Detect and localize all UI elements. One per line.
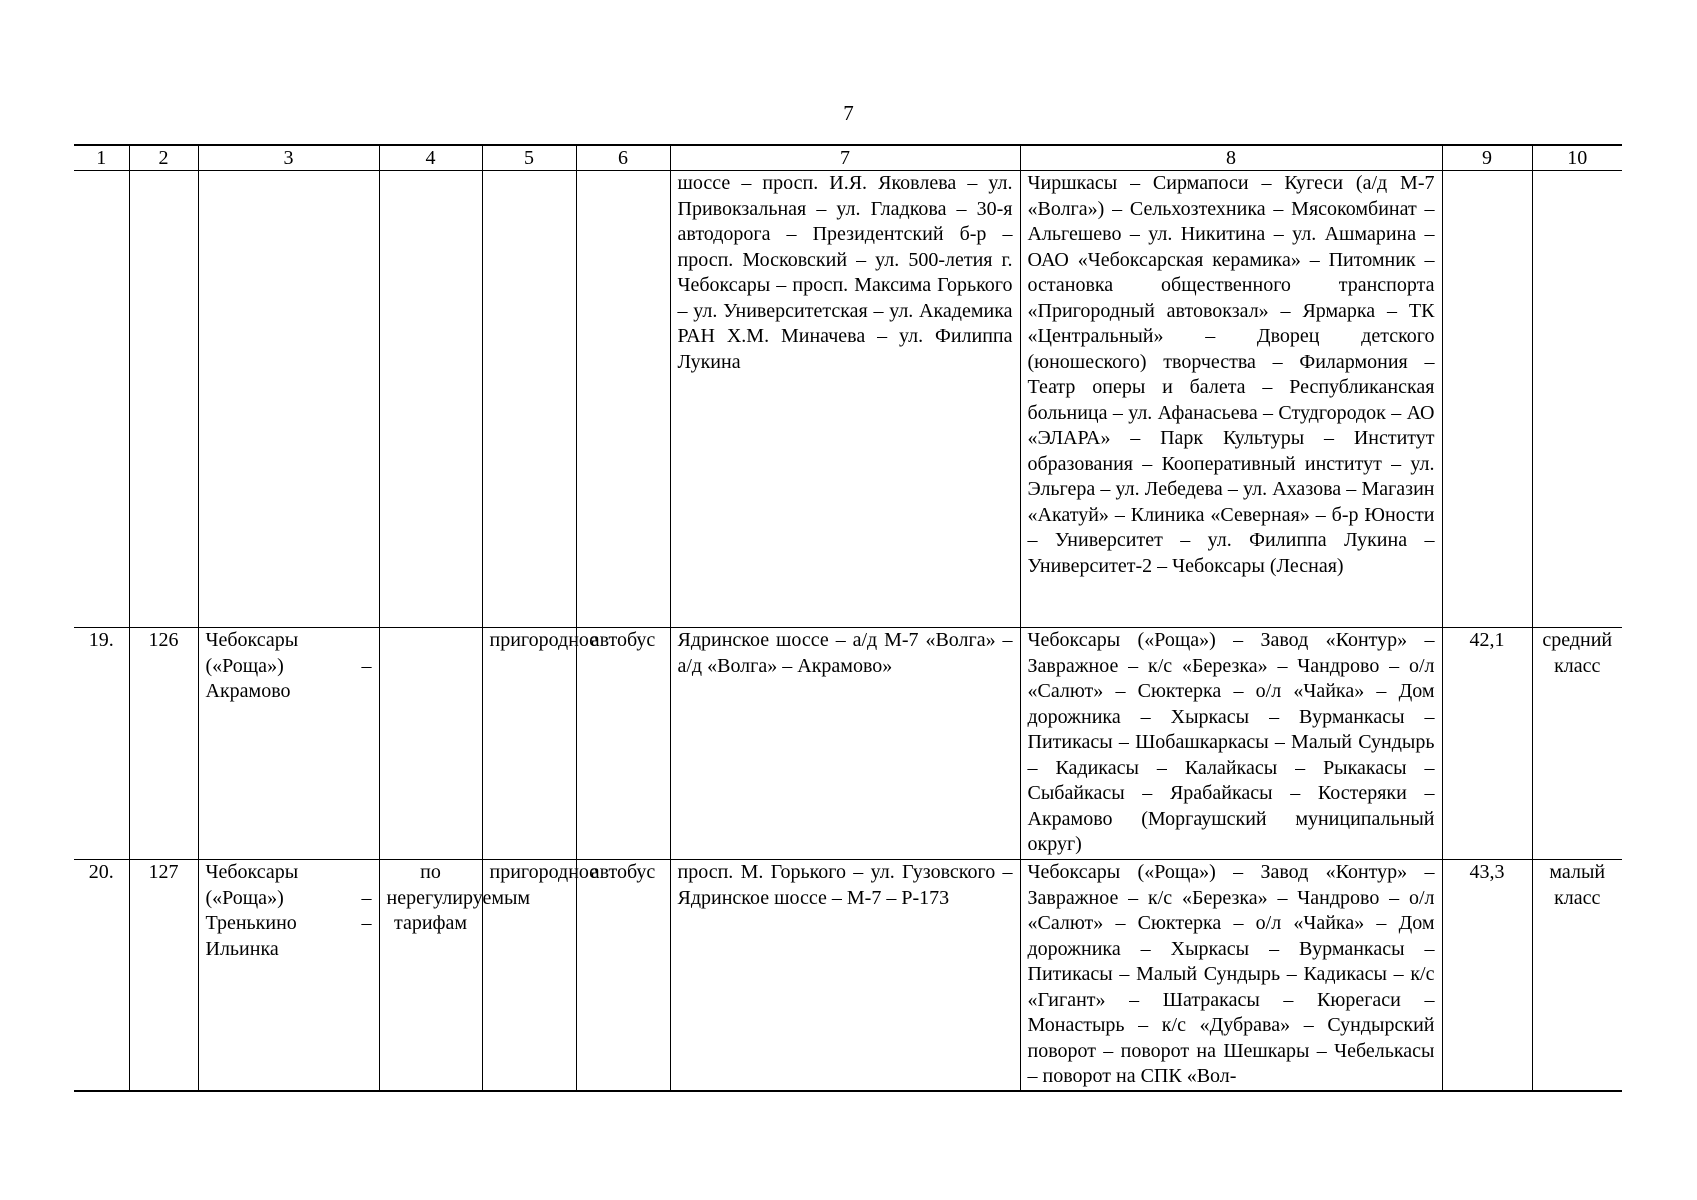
vehicle-type: [576, 171, 670, 628]
route-name: Чебоксары («Роща») – Акрамово: [198, 628, 379, 860]
column-header: 5: [482, 145, 576, 171]
vehicle-class: малый класс: [1532, 860, 1622, 1091]
column-header: 2: [129, 145, 198, 171]
column-header: 4: [379, 145, 482, 171]
route-length: 43,3: [1442, 860, 1532, 1091]
route-streets: просп. М. Горького – ул. Гузовского – Ядринское шоссе – М-7 – Р-173: [670, 860, 1020, 1091]
table-row: [74, 860, 1622, 1091]
route-streets: Ядринское шоссе – а/д М-7 «Волга» – а/д «Волга» – Акрамово»: [670, 628, 1020, 860]
tariff-type: [379, 171, 482, 628]
vehicle-class: средний класс: [1532, 628, 1622, 860]
route-number: 127: [129, 860, 198, 1091]
tariff-type: по нерегулируемым тарифам: [379, 860, 482, 1091]
column-header: 9: [1442, 145, 1532, 171]
column-header: 10: [1532, 145, 1622, 171]
vehicle-class: [1532, 171, 1622, 628]
column-header: 3: [198, 145, 379, 171]
route-type: пригородное: [482, 860, 576, 1091]
column-header: 6: [576, 145, 670, 171]
route-stops: Чебоксары («Роща») – Завод «Контур» – Завражное – к/с «Березка» – Чандрово – о/л «Салют» – Сюктерка – о/л «Чайка» – Дом дорожника – Хыркасы – Вурманкасы – Питикасы – Малый Сундырь – Кадикасы – к/с «Гигант» – Шатракасы – Кюрегаси – Монастырь – к/с «Дубрава» – Сундырский поворот – поворот на Шешкары – Чебелькасы – поворот на СПК «Вол-: [1020, 860, 1442, 1091]
route-length: 42,1: [1442, 628, 1532, 860]
table-row: [74, 628, 1622, 860]
column-number-row: [74, 145, 1622, 171]
column-header: 8: [1020, 145, 1442, 171]
row-number: 19.: [74, 628, 129, 860]
route-type: [482, 171, 576, 628]
route-stops: Чебоксары («Роща») – Завод «Контур» – Завражное – к/с «Березка» – Чандрово – о/л «Салют» – Сюктерка – о/л «Чайка» – Дом дорожника – Хыркасы – Вурманкасы – Питикасы – Шобашкаркасы – Малый Сундырь – Кадикасы – Калайкасы – Рыкакасы – Сыбайкасы – Ярабайкасы – Костеряки – Акрамово (Моргаушский муниципальный округ): [1020, 628, 1442, 860]
route-name: Чебоксары («Роща») – Тренькино – Ильинка: [198, 860, 379, 1091]
route-name: [198, 171, 379, 628]
route-length: [1442, 171, 1532, 628]
vehicle-type: автобус: [576, 860, 670, 1091]
row-number: 20.: [74, 860, 129, 1091]
column-header: 7: [670, 145, 1020, 171]
column-header: 1: [74, 145, 129, 171]
route-stops: Чиршкасы – Сирмапоси – Кугеси (а/д М-7 «Волга») – Сельхозтехника – Мясокомбинат – Альгешево – ул. Никитина – ул. Ашмарина – ОАО «Чебоксарская керамика» – Питомник – остановка общественного транспорта «Пригородный автовокзал» – Ярмарка – ТК «Центральный» – Дворец детского (юношеского) творчества – Филармония – Театр оперы и балета – Республиканская больница – ул. Афанасьева – Студгородок – АО «ЭЛАРА» – Парк Культуры – Институт образования – Кооперативный институт – ул. Эльгера – ул. Лебедева – ул. Ахазова – Магазин «Акатуй» – Клиника «Северная» – б-р Юности – Университет – ул. Филиппа Лукина – Университет-2 – Чебоксары (Лесная): [1020, 171, 1442, 628]
vehicle-type: автобус: [576, 628, 670, 860]
route-streets: шоссе – просп. И.Я. Яковлева – ул. Привокзальная – ул. Гладкова – 30-я автодорога – Президентский б-р – просп. Московский – ул. 500-летия г. Чебоксары – просп. Максима Горького – ул. Университетская – ул. Академика РАН Х.М. Миначева – ул. Филиппа Лукина: [670, 171, 1020, 628]
route-number: [129, 171, 198, 628]
route-type: пригородное: [482, 628, 576, 860]
page-number: 7: [843, 101, 854, 125]
row-number: [74, 171, 129, 628]
table-row: [74, 171, 1622, 628]
route-number: 126: [129, 628, 198, 860]
tariff-type: [379, 628, 482, 860]
routes-table: [74, 144, 1622, 1092]
